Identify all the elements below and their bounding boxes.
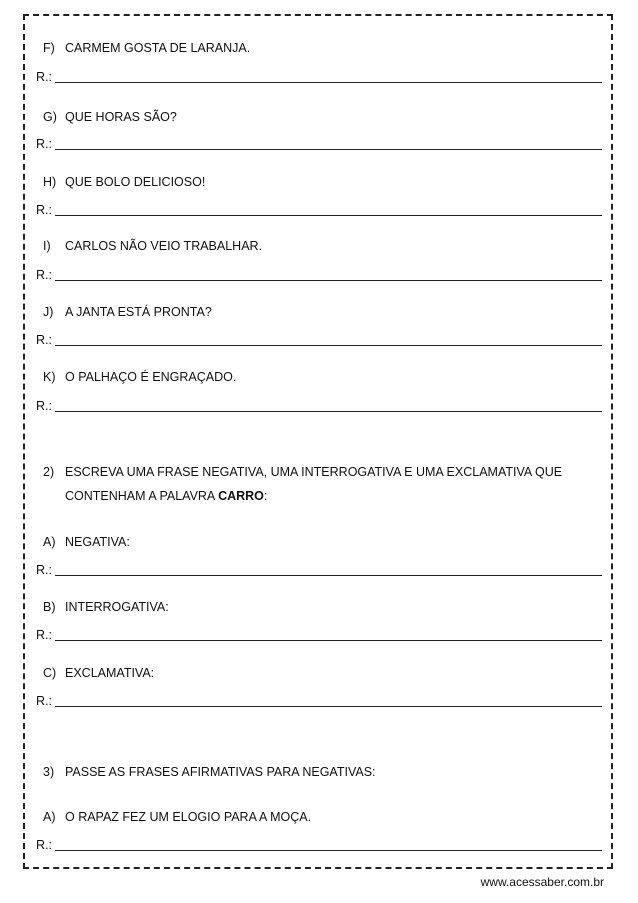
- question-3: 3) PASSE AS FRASES AFIRMATIVAS PARA NEGATIVAS:: [43, 765, 376, 779]
- question-2: 2) ESCREVA UMA FRASE NEGATIVA, UMA INTERROGATIVA E UMA EXCLAMATIVA QUE CONTENHAM A PALAVRA CARRO:: [43, 465, 563, 503]
- answer-line-i[interactable]: R.:: [36, 268, 602, 282]
- answer-line-q2-c[interactable]: R.:: [36, 694, 602, 708]
- answer-line-q3-a[interactable]: R.:: [36, 838, 602, 852]
- q2-item-b: B) INTERROGATIVA:: [43, 600, 169, 614]
- q3-item-a: A) O RAPAZ FEZ UM ELOGIO PARA A MOÇA.: [43, 810, 312, 824]
- answer-line-h[interactable]: R.:: [36, 203, 602, 217]
- answer-line-k[interactable]: R.:: [36, 399, 602, 413]
- item-i: I) CARLOS NÃO VEIO TRABALHAR.: [43, 239, 263, 253]
- answer-line-q2-a[interactable]: R.:: [36, 563, 602, 577]
- item-f: F) CARMEM GOSTA DE LARANJA.: [43, 41, 251, 55]
- answer-line-g[interactable]: R.:: [36, 137, 602, 151]
- answer-line-f[interactable]: R.:: [36, 70, 602, 84]
- item-k: K) O PALHAÇO É ENGRAÇADO.: [43, 370, 237, 384]
- footer-url: www.acessaber.com.br: [480, 875, 604, 889]
- item-g: G) QUE HORAS SÃO?: [43, 110, 177, 124]
- answer-line-j[interactable]: R.:: [36, 333, 602, 347]
- q2-item-a: A) NEGATIVA:: [43, 535, 130, 549]
- answer-line-q2-b[interactable]: R.:: [36, 628, 602, 642]
- q2-item-c: C) EXCLAMATIVA:: [43, 666, 155, 680]
- item-h: H) QUE BOLO DELICIOSO!: [43, 175, 206, 189]
- item-j: J) A JANTA ESTÁ PRONTA?: [43, 305, 212, 319]
